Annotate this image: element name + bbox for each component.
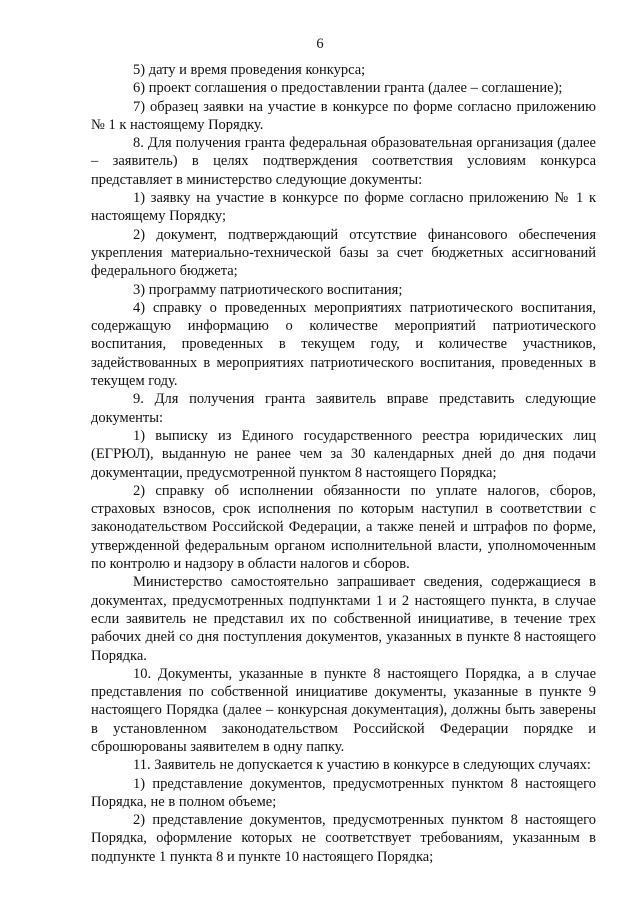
page-number: 6 [316, 36, 324, 52]
paragraph: Министерство самостоятельно запрашивает сведения, содержащиеся в документах, предусмотренных подпунктами 1 и 2 настоящего пункта, в случае если заявитель не представил их по собственной инициативе, в течение трех рабочих дней со дня поступления документов, указанных в пункте 8 настоящего Порядка. [91, 574, 596, 664]
document-body [91, 61, 596, 866]
paragraph: 7) образец заявки на участие в конкурсе по форме согласно приложению № 1 к настоящему Порядку. [91, 98, 596, 133]
paragraph: 9. Для получения гранта заявитель вправе представить следующие документы: [91, 391, 596, 426]
paragraph: 3) программу патриотического воспитания; [133, 281, 403, 298]
paragraph: 5) дату и время проведения конкурса; [133, 62, 366, 78]
paragraph: 4) справку о проведенных мероприятиях патриотического воспитания, содержащую информацию о количестве мероприятий патриотического воспитания, проведенных в текущем году, и количестве участников, задействованных в мероприятиях патриотического воспитания, проведенных в текущем году. [91, 299, 596, 390]
paragraph: 2) представление документов, предусмотренных пунктом 8 настоящего Порядка, оформление которых не соответствует требованиям, указанным в подпункте 1 пункта 8 и пункте 10 настоящего Порядка; [91, 812, 596, 865]
paragraph: 8. Для получения гранта федеральная образовательная организация (далее – заявитель) в целях подтверждения соответствия условиям конкурса представляет в министерство следующие документы: [91, 135, 596, 188]
paragraph: 10. Документы, указанные в пункте 8 настоящего Порядка, а в случае представления по собственной инициативе документы, указанные в пункте 9 настоящего Порядка (далее – конкурсная документация), должны быть заверены в установленном законодательством Российской Федерации порядке и сброшюрованы заявителем в одну папку. [91, 665, 596, 755]
paragraph: 11. Заявитель не допускается к участию в конкурсе в следующих случаях: [133, 757, 591, 774]
paragraph: 1) выписку из Единого государственного реестра юридических лиц (ЕГРЮЛ), выданную не ранее чем за 30 календарных дней до дня подачи документации, предусмотренной пунктом 8 настоящего Порядка; [91, 427, 596, 481]
paragraph: 2) справку об исполнении обязанности по уплате налогов, сборов, страховых взносов, срок исполнения по которым наступил в соответствии с законодательством Российской Федерации, а также пеней и штрафов по форме, утвержденной федеральным органом исполнительной власти, уполномоченным по контролю и надзору в области налогов и сборов. [91, 482, 596, 573]
paragraph: 2) документ, подтверждающий отсутствие финансового обеспечения укрепления материально-технической базы за счет бюджетных ассигнований федерального бюджета; [91, 226, 596, 280]
paragraph: 6) проект соглашения о предоставлении гранта (далее – соглашение); [133, 80, 563, 97]
paragraph: 1) представление документов, предусмотренных пунктом 8 настоящего Порядка, не в полном объеме; [91, 775, 596, 810]
paragraph: 1) заявку на участие в конкурсе по форме согласно приложению № 1 к настоящему Порядку; [91, 190, 596, 225]
